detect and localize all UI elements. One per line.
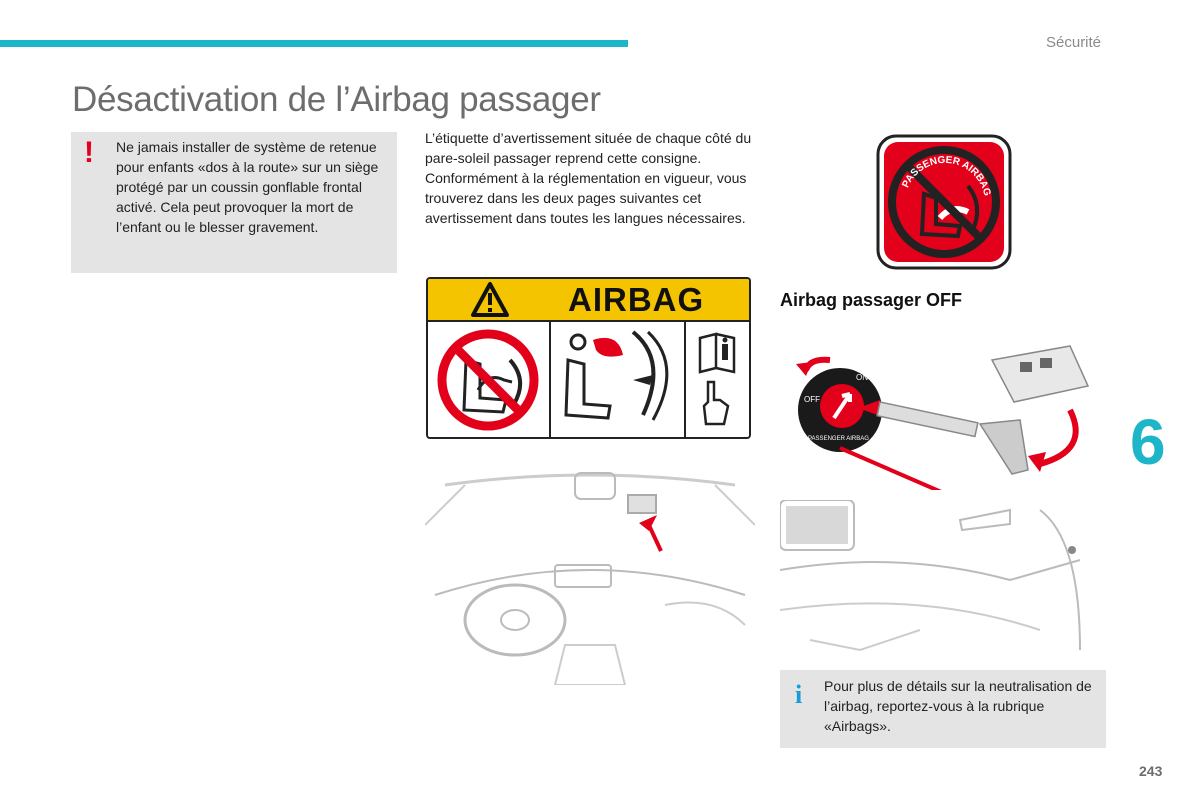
airbag-deploy-icon (566, 332, 667, 420)
airbag-label-pictograms (428, 320, 749, 437)
sticker-text: PASSENGER AIRBAG (900, 154, 993, 198)
info-text: Pour plus de détails sur la neutralisation de l’airbag, reportez-vous à la rubrique «Airbags». (824, 678, 1092, 734)
dashboard-side-illustration (780, 500, 1100, 660)
airbag-label-header (428, 279, 749, 322)
switch-on-label: ON (856, 373, 868, 382)
top-accent-bar (0, 40, 628, 47)
warning-icon: ! (84, 136, 94, 169)
warning-triangle-icon (468, 279, 528, 320)
passenger-airbag-sticker (876, 134, 1012, 270)
chapter-number: 6 (1130, 406, 1166, 478)
airbag-warning-label (426, 277, 751, 439)
airbag-label-word: AIRBAG (568, 281, 705, 318)
switch-label: PASSENGER AIRBAG (808, 436, 869, 442)
page-title: Désactivation de l’Airbag passager (72, 80, 601, 119)
read-manual-icon (700, 334, 734, 424)
switch-section-title: Airbag passager OFF (780, 290, 963, 310)
intro-paragraph: L’étiquette d’avertissement située de chaque côté du pare-soleil passager reprend cette consigne. Conformément à la réglementation en vigueur, vous trouverez dans les deux pages suivantes cet avertissement dans toutes les langues nécessaires. (425, 130, 752, 226)
info-icon: i (795, 680, 803, 709)
switch-off-label: OFF (804, 395, 820, 404)
dashboard-front-illustration (425, 465, 755, 685)
airbag-switch-illustration (790, 340, 1100, 490)
page-number: 243 (1139, 763, 1163, 779)
warning-text: Ne jamais installer de système de retenue pour enfants «dos à la route» sur un siège protégé par un coussin gonflable frontal activé. Cela peut provoquer la mort de l’enfant ou le blesser gravement. (116, 139, 379, 235)
section-label: Sécurité (1046, 34, 1102, 51)
no-child-seat-icon (442, 334, 534, 426)
